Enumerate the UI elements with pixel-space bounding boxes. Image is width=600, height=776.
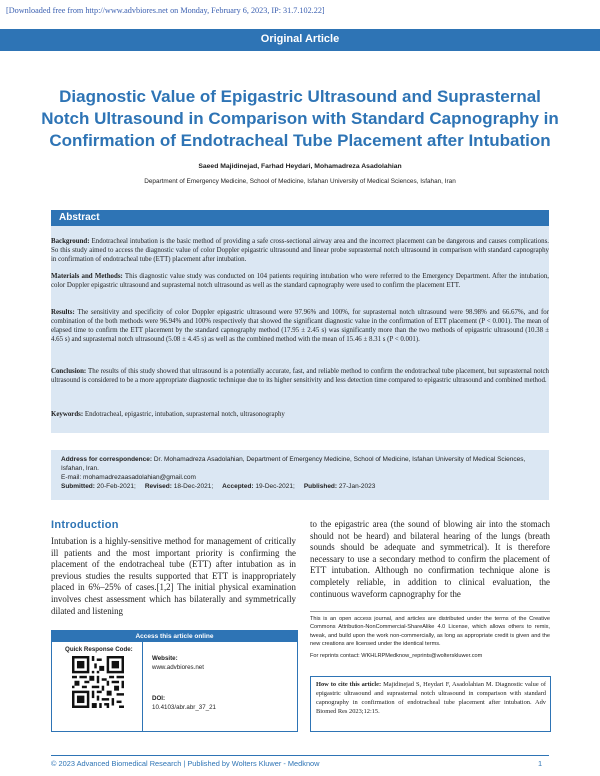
citation-text: Majidinejad S, Heydari F, Asadolahian M. Diagnostic value of epigastric ultrasound and suprasternal notch ultrasound in comparison with standard capnography in confirmation of endotracheal tube placement after intubation. Adv Biomed Res 2023;12:15. (316, 681, 546, 715)
abstract-conclusion (51, 367, 549, 385)
intro-heading: Introduction (51, 519, 119, 531)
keywords-text: Endotracheal, epigastric, intubation, suprasternal notch, ultrasonography (84, 411, 285, 418)
results-text: The sensitivity and specificity of color Doppler epigastric ultrasound were 97.96% and 100%, for suprasternal notch ultrasound were 98.98% and 66.67%, and for combination of the both methods were 96.94% and 100% respectively that showed the significant diagnostic value in the confirmation of ETT placement (P < 0.001). The mean of elapsed time to confirm the ETT placement by the standard capnography method (17.95 ± 2.45 s) was significantly more than the two methods of epigastric ultrasound (10.38 ± 4.65 s) and suprasternal notch ultrasound (5.08 ± 4.45 s) as well as the combined method with the mean of 15.46 ± 8.31 s (P < 0.001). (51, 309, 549, 344)
intro-right-column: to the epigastric area (the sound of blowing air into the stomach should not be heard) and bilateral hearing of the lungs (breath sounds should be adequate and symmetrical). It is therefore necessary to use a secondary method to confirm the placement of ETT intubation. Although no confirmation technique alone is completely reliable, in addition to clinical evaluation, the continuous waveform capnography for the (310, 519, 550, 599)
intro-left-column: Intubation is a highly-sensitive method for management of critically ill patients and the most important priority is confirming the placement of the endotracheal tube (ETT) after intubation as in previous studies the results supported that ETT is inappropriately placed in 6%–25% of cases.[1,2] The initial physical examination involves chest assessment which has bilaterally and symmetrically dilated and listening (51, 536, 296, 616)
reprints-contact: For reprints contact: WKHLRPMedknow_reprints@wolterskluwer.com (310, 653, 483, 659)
accepted-date: 19-Dec-2021; (255, 483, 295, 490)
footer-divider (51, 755, 549, 756)
page-number: 1 (538, 759, 543, 768)
qr-code-icon[interactable] (72, 656, 124, 708)
correspondence-text: Dr. Mohamadreza Asadolahian, Department of Emergency Medicine, School of Medicine, Isfahan University of Medical Sciences, Isfahan, Iran. (61, 456, 526, 472)
website-link[interactable]: www.advbiores.net (152, 664, 204, 671)
abstract-header (51, 210, 549, 226)
conclusion-text: The results of this study showed that ultrasound is a potentially accurate, fast, and reliable method to confirm the endotracheal tube placement, but suprasternal notch ultrasound is considered to be a more appropriate diagnostic technique due to its higher sensitivity and less detection time compared to epigastric ultrasound and combined method. (51, 368, 549, 385)
access-online-box (51, 630, 298, 732)
abstract-background (51, 237, 549, 264)
website-label: Website: (152, 655, 178, 662)
download-notice: [Downloaded free from http://www.advbiores.net on Monday, February 6, 2023, IP: 31.7.102.22] (6, 6, 325, 15)
background-text: Endotracheal intubation is the basic method of providing a safe cross-sectional airway area and the incorrect placement can be dangerous and causes complications. So this study aimed to access the diagnostic value of color Doppler epigastric ultrasound and linear probe suprasternal notch ultrasound in comparison with standard capnography in confirmation of endotracheal tube (ETT) placement after intubation. (51, 238, 549, 264)
affiliation: Department of Emergency Medicine, School of Medicine, Isfahan University of Medical Sciences, Isfahan, Iran (144, 178, 456, 185)
footer-publisher: © 2023 Advanced Biomedical Research | Published by Wolters Kluwer - Medknow (51, 759, 320, 768)
keywords-label: Keywords: (51, 411, 84, 418)
correspondence-email: E-mail: mohamadrezaasadolahian@gmail.com (61, 474, 196, 481)
methods-text: This diagnostic value study was conducted on 104 patients requiring intubation who were referred to the Emergency Department. After the intubation, color Doppler epigastric ultrasound and suprasternal notch ultrasound as well as the standard capnography were used to confirm the placement ETT. (51, 273, 549, 290)
submitted-date: 20-Feb-2021; (96, 483, 136, 490)
access-heading: Access this article online (52, 631, 297, 642)
qr-label: Quick Response Code: (65, 646, 133, 653)
citation-box (310, 676, 551, 732)
published-label: Published: (303, 483, 338, 490)
abstract-keywords (51, 410, 549, 419)
license-text: This is an open access journal, and articles are distributed under the terms of the Creative Commons Attribution-NonCommercial-ShareAlike 4.0 License, which allows others to remix, tweak, and build upon the work non-commercially, as long as appropriate credit is given and the new creations are licensed under the identical terms. (310, 616, 550, 648)
revised-label: Revised: (144, 483, 172, 490)
article-title (40, 86, 560, 152)
abstract-methods (51, 272, 549, 290)
abstract-box (51, 226, 549, 433)
title-line: Notch Ultrasound in Comparison with Standard Capnography in (41, 109, 559, 128)
doi-label: DOI: (152, 695, 166, 702)
submitted-label: Submitted: (61, 483, 95, 490)
accepted-label: Accepted: (222, 483, 254, 490)
title-line: Confirmation of Endotracheal Tube Placement after Intubation (49, 131, 551, 150)
authors: Saeed Majidinejad, Farhad Heydari, Mohamadreza Asadolahian (198, 163, 402, 170)
article-dates (61, 483, 541, 492)
section-band (0, 29, 600, 51)
background-label: Background: (51, 238, 90, 245)
published-date: 27-Jan-2023 (338, 483, 376, 490)
correspondence-label: Address for correspondence: (61, 456, 153, 463)
correspondence-box (51, 450, 549, 500)
doi-link[interactable]: 10.4103/abr.abr_37_21 (152, 704, 216, 711)
section-label: Original Article (260, 33, 340, 45)
methods-label: Materials and Methods: (51, 273, 123, 280)
license-divider (310, 611, 550, 612)
results-label: Results: (51, 309, 75, 316)
abstract-heading: Abstract (59, 212, 100, 223)
citation-label: How to cite this article: (316, 681, 382, 688)
correspondence-address (61, 456, 541, 474)
revised-date: 18-Dec-2021; (173, 483, 214, 490)
conclusion-label: Conclusion: (51, 368, 87, 375)
title-line: Diagnostic Value of Epigastric Ultrasound and Suprasternal (59, 87, 541, 106)
abstract-results (51, 308, 549, 344)
access-divider (142, 642, 143, 731)
citation (316, 680, 546, 716)
